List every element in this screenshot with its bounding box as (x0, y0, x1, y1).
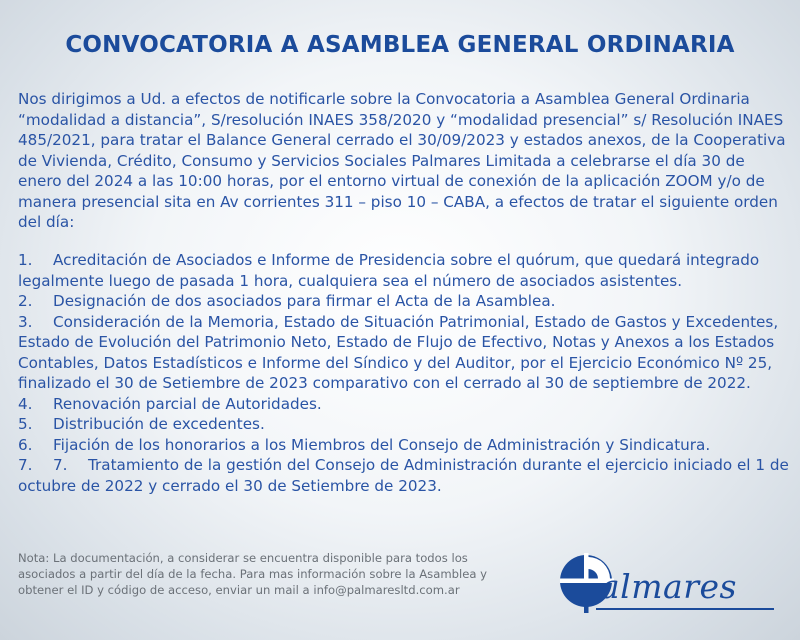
page-title: CONVOCATORIA A ASAMBLEA GENERAL ORDINARIA (65, 32, 735, 58)
item-number: 3. (18, 312, 33, 331)
item-number-repeat: 7. (53, 456, 68, 474)
list-item (18, 394, 793, 415)
list-item (18, 435, 793, 456)
item-text: Acreditación de Asociados e Informe de Presidencia sobre el quórum, que quedará integrado legalmente luego de pasada 1 hora, cualquiera sea el número de asociados asistentes. (18, 251, 760, 290)
item-number: 1. (18, 251, 33, 269)
item-text: Tratamiento de la gestión del Consejo de Administración durante el ejercicio iniciado el 1 de octubre de 2022 y cerrado el 30 de Setiembre de 2023. (18, 456, 789, 495)
footnote: Nota: La documentación, a considerar se encuentra disponible para todos los asociados a partir del día de la fecha. Para mas información sobre la Asamblea y obtener el ID y código de acceso, enviar un mail a info@palmaresltd.com.ar (18, 551, 487, 597)
list-item (18, 455, 793, 496)
agenda-list (18, 250, 793, 496)
item-number: 6. (18, 435, 33, 454)
logo-underline (596, 608, 774, 610)
list-item (18, 291, 793, 312)
item-number: 7. (18, 456, 33, 474)
item-number: 4. (18, 394, 33, 413)
item-text: Consideración de la Memoria, Estado de Situación Patrimonial, Estado de Gastos y Excedentes, Estado de Evolución del Patrimonio Neto, Estado de Flujo de Efectivo, Notas y Anexos a los Estados Contables, Datos Estadísticos e Informe del Síndico y del Auditor, por el Ejercicio Económico Nº 25, finalizado el 30 de Setiembre de 2023 comparativo con el cerrado al 30 de septiembre de 2022. (18, 312, 779, 392)
item-number: 2. (18, 292, 33, 310)
list-item (18, 414, 793, 435)
logo-wordmark: almares (600, 567, 737, 606)
palmares-logo (560, 545, 785, 615)
list-item (18, 312, 793, 394)
item-text: Distribución de excedentes. (53, 415, 265, 433)
item-text: Fijación de los honorarios a los Miembros del Consejo de Administración y Sindicatura. (53, 435, 711, 454)
list-item (18, 250, 793, 291)
item-number: 5. (18, 415, 33, 433)
intro-paragraph: Nos dirigimos a Ud. a efectos de notificarle sobre la Convocatoria a Asamblea General Ordinaria “modalidad a distancia”, S/resolución INAES 358/2020 y “modalidad presencial” s/ Resolución INAES 485/2021, para tratar el Balance General cerrado el 30/09/2023 y estados anexos, de la Cooperativa de Vivienda, Crédito, Consumo y Servicios Sociales Palmares Limitada a celebrarse el día 30 de enero del 2024 a las 10:00 horas, por el entorno virtual de conexión de la aplicación ZOOM y/o de manera presencial sita en Av corrientes 311 – piso 10 – CABA, a efectos de tratar el siguiente orden del día: (18, 90, 786, 231)
item-text: Designación de dos asociados para firmar el Acta de la Asamblea. (53, 292, 556, 310)
item-text: Renovación parcial de Autoridades. (53, 394, 322, 413)
